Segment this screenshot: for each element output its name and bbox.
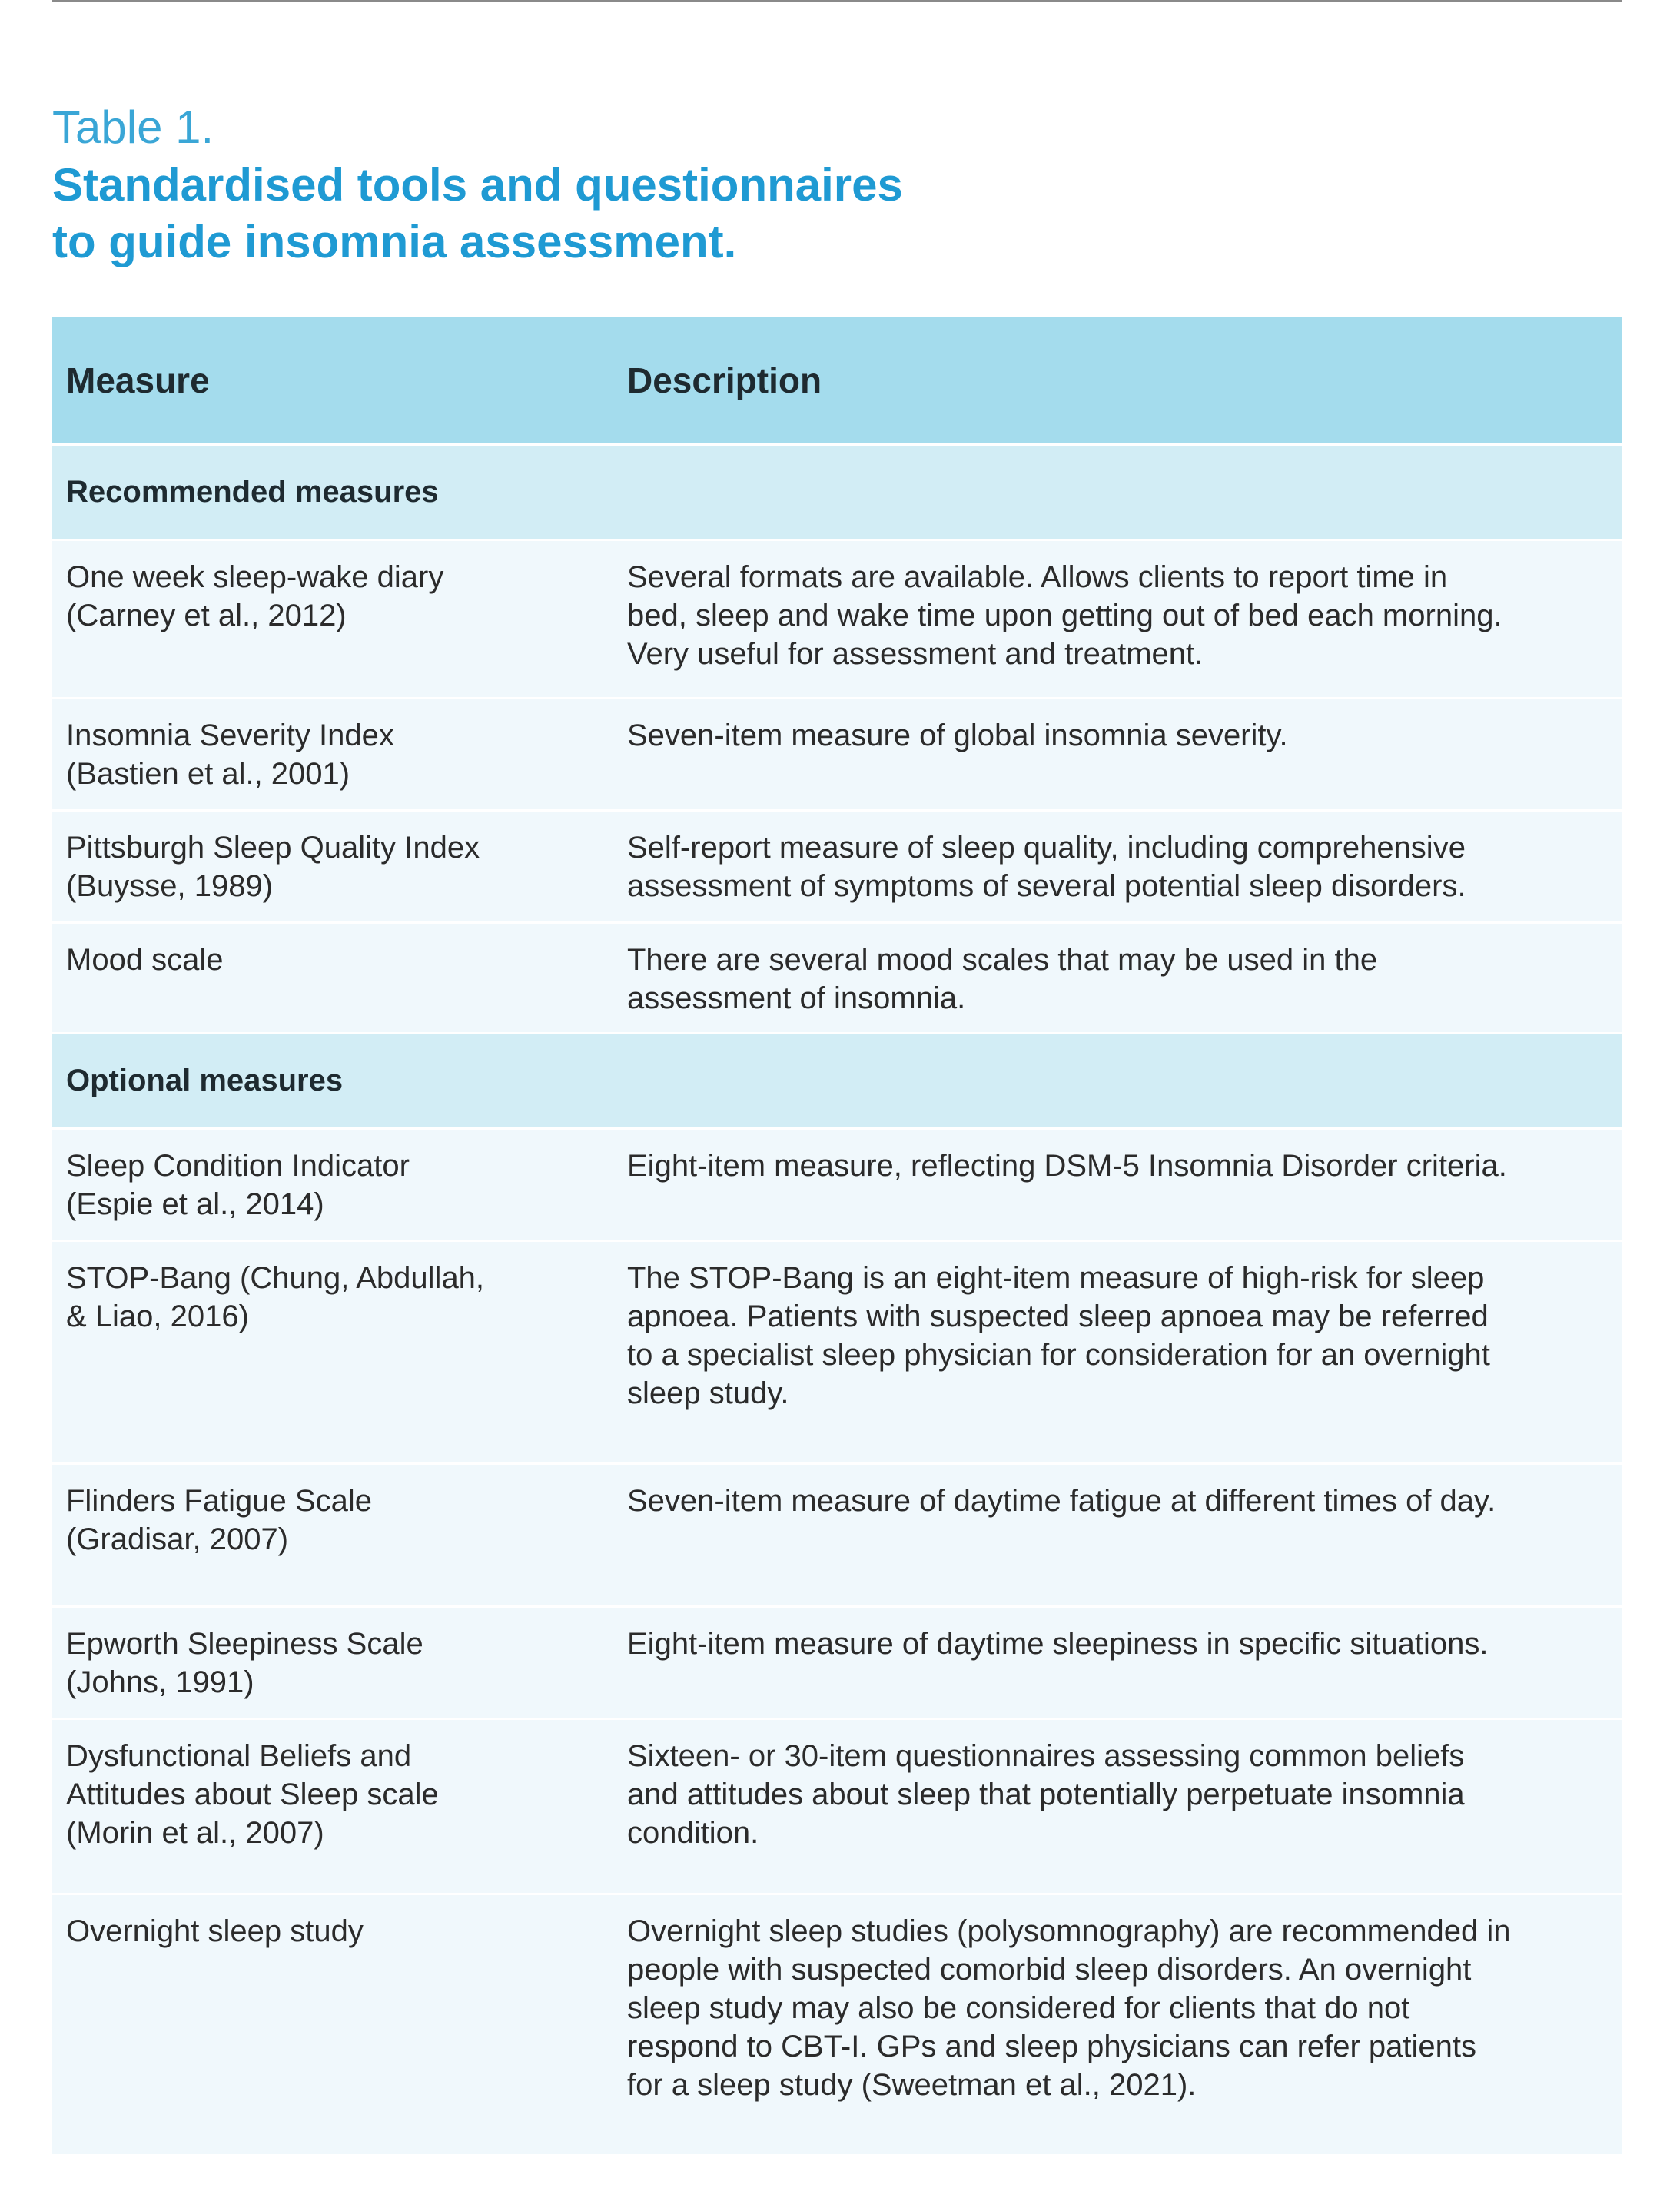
description-line: sleep study. (627, 1376, 789, 1410)
table-row (52, 812, 1622, 924)
description-cell (627, 1147, 1622, 1185)
measure-line: (Gradisar, 2007) (66, 1522, 289, 1556)
description-cell (627, 716, 1622, 755)
measure-line: Sleep Condition Indicator (66, 1149, 410, 1183)
description-line: apnoea. Patients with suspected sleep apnoea may be referred (627, 1300, 1489, 1333)
table-row (52, 1130, 1622, 1242)
description-line: condition. (627, 1816, 759, 1850)
measure-cell (52, 1912, 627, 1950)
table-row (52, 1465, 1622, 1608)
description-line: people with suspected comorbid sleep disorders. An overnight (627, 1953, 1472, 1987)
measures-table (52, 317, 1622, 2156)
measure-line: STOP-Bang (Chung, Abdullah, (66, 1261, 485, 1295)
measure-line: Epworth Sleepiness Scale (66, 1627, 423, 1661)
table-header-row (52, 317, 1622, 446)
measure-line: (Espie et al., 2014) (66, 1187, 324, 1221)
description-line: assessment of insomnia. (627, 981, 966, 1015)
description-cell (627, 1259, 1622, 1413)
measure-line: Dysfunctional Beliefs and (66, 1739, 412, 1773)
table-row (52, 1242, 1622, 1465)
description-line: Sixteen- or 30-item questionnaires assessing common beliefs (627, 1739, 1465, 1773)
description-line: Eight-item measure of daytime sleepiness in specific situations. (627, 1627, 1489, 1661)
measure-line: (Johns, 1991) (66, 1665, 254, 1699)
description-line: There are several mood scales that may be used in the (627, 943, 1378, 977)
table-row (52, 1608, 1622, 1720)
description-line: and attitudes about sleep that potentially perpetuate insomnia (627, 1778, 1465, 1811)
table-row (52, 1720, 1622, 1895)
description-line: sleep study may also be considered for clients that do not (627, 1991, 1410, 2025)
measure-line: Mood scale (66, 943, 224, 977)
measure-line: (Carney et al., 2012) (66, 599, 347, 632)
description-cell (627, 1482, 1622, 1520)
measure-line: Overnight sleep study (66, 1914, 364, 1948)
description-line: for a sleep study (Sweetman et al., 2021). (627, 2068, 1197, 2102)
description-cell (627, 828, 1622, 905)
description-line: to a specialist sleep physician for consideration for an overnight (627, 1338, 1490, 1372)
table-title (52, 157, 1205, 271)
description-line: Self-report measure of sleep quality, including comprehensive (627, 831, 1466, 865)
section-title: Optional measures (66, 1064, 344, 1097)
measure-line: One week sleep-wake diary (66, 560, 444, 594)
description-line: The STOP-Bang is an eight-item measure of high-risk for sleep (627, 1261, 1485, 1295)
measure-cell (52, 941, 627, 979)
description-cell (627, 1737, 1622, 1852)
table-row (52, 699, 1622, 812)
description-line: bed, sleep and wake time upon getting out of bed each morning. (627, 599, 1502, 632)
table-caption (52, 98, 1205, 271)
measure-line: Insomnia Severity Index (66, 719, 394, 752)
top-divider (52, 0, 1622, 2)
measure-cell (52, 1737, 627, 1852)
description-line: Seven-item measure of global insomnia severity. (627, 719, 1288, 752)
table-row (52, 1895, 1622, 2156)
measure-line: & Liao, 2016) (66, 1300, 249, 1333)
description-line: Eight-item measure, reflecting DSM-5 Insomnia Disorder criteria. (627, 1149, 1507, 1183)
description-cell (627, 1912, 1622, 2104)
measure-cell (52, 1147, 627, 1223)
measure-cell (52, 558, 627, 635)
section-title: Recommended measures (66, 475, 439, 509)
measure-line: Flinders Fatigue Scale (66, 1484, 372, 1518)
table-row (52, 924, 1622, 1034)
description-cell (627, 1625, 1622, 1663)
section-row-recommended (52, 446, 1622, 541)
description-line: Very useful for assessment and treatment. (627, 637, 1204, 671)
measure-line: (Buysse, 1989) (66, 869, 274, 903)
description-line: respond to CBT-I. GPs and sleep physicians can refer patients (627, 2030, 1477, 2063)
measure-cell (52, 1259, 627, 1336)
measure-line: (Bastien et al., 2001) (66, 757, 350, 791)
measure-cell (52, 1482, 627, 1559)
section-row-optional (52, 1034, 1622, 1130)
description-line: Seven-item measure of daytime fatigue at different times of day. (627, 1484, 1496, 1518)
measure-line: Attitudes about Sleep scale (66, 1778, 439, 1811)
description-line: Several formats are available. Allows clients to report time in (627, 560, 1448, 594)
table-number: Table 1. (52, 101, 214, 153)
measure-cell (52, 828, 627, 905)
measure-line: (Morin et al., 2007) (66, 1816, 324, 1850)
column-header-measure: Measure (66, 360, 210, 400)
description-cell (627, 558, 1622, 673)
table-title-line: Standardised tools and questionnaires (52, 159, 903, 211)
column-header-description: Description (627, 360, 822, 400)
measure-cell (52, 716, 627, 793)
table-title-line: to guide insomnia assessment. (52, 216, 737, 267)
table-row (52, 541, 1622, 699)
description-line: Overnight sleep studies (polysomnography) are recommended in (627, 1914, 1511, 1948)
description-cell (627, 941, 1622, 1018)
measure-cell (52, 1625, 627, 1701)
measure-line: Pittsburgh Sleep Quality Index (66, 831, 480, 865)
description-line: assessment of symptoms of several potential sleep disorders. (627, 869, 1466, 903)
